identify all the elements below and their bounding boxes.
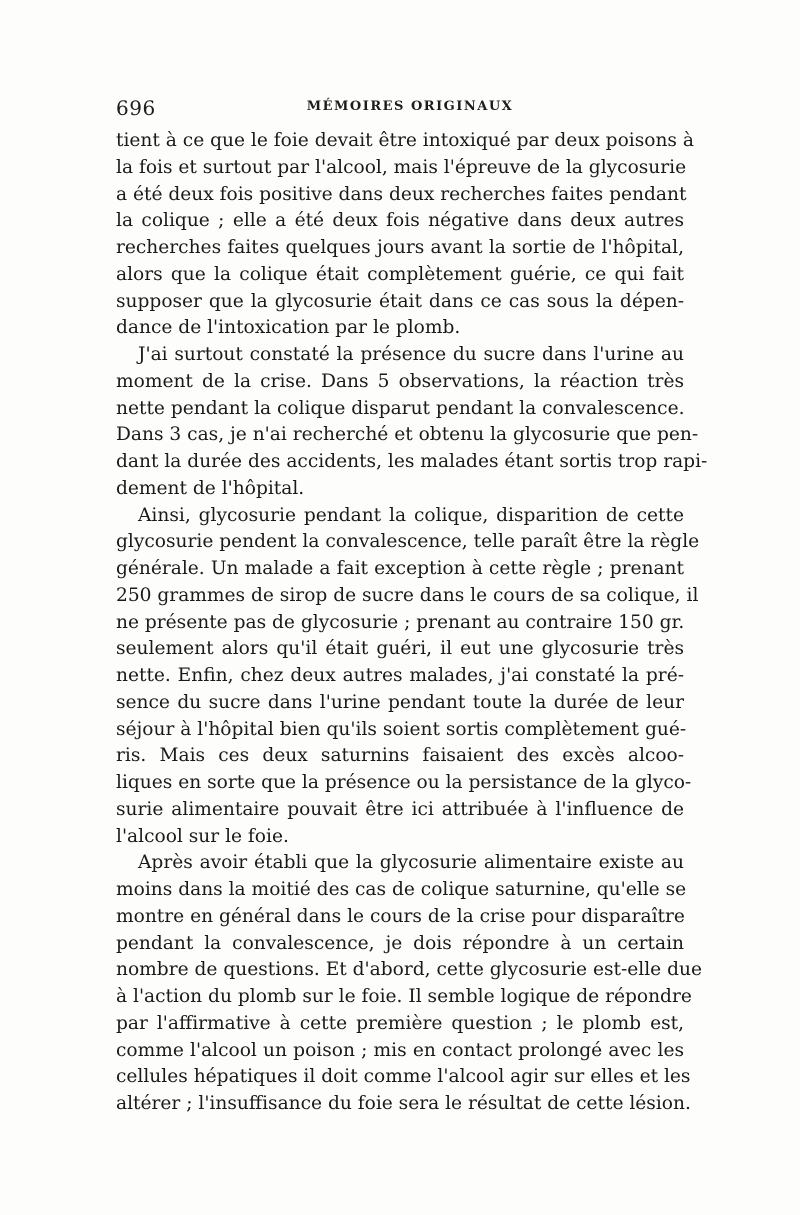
text-line: montre en général dans le cours de la crise pour disparaître — [116, 905, 685, 927]
text-line: comme l'alcool un poison ; mis en contact prolongé avec les — [116, 1039, 684, 1061]
text-line: glycosurie pendent la convalescence, telle paraît être la règle — [116, 531, 700, 553]
text-line: 250 grammes de sirop de sucre dans le cours de sa colique, il — [116, 584, 699, 606]
text-line: dance de l'intoxication par le plomb. — [116, 317, 461, 339]
text-line: alors que la colique était complètement guérie, ce qui fait — [116, 263, 684, 285]
text-line: générale. Un malade a fait exception à cette règle ; prenant — [116, 558, 684, 579]
text-line: supposer que la glycosurie était dans ce cas sous la dépen- — [116, 290, 684, 312]
page-header — [116, 96, 684, 126]
text-line: à l'action du plomb sur le foie. Il semble logique de répondre — [116, 986, 692, 1007]
text-line: altérer ; l'insuffisance du foie sera le résultat de cette lésion. — [116, 1093, 691, 1114]
text-line: recherches faites quelques jours avant la sortie de l'hôpital, — [116, 237, 684, 258]
text-line: ris. Mais ces deux saturnins faisaient des excès alcoo- — [116, 745, 684, 767]
text-line: nette. Enfin, chez deux autres malades, j'ai constaté la pré- — [116, 665, 684, 686]
paragraph — [116, 342, 708, 503]
page-number: 696 — [116, 96, 156, 120]
text-line: Après avoir établi que la glycosurie alimentaire existe au — [138, 852, 684, 874]
paragraph — [116, 503, 700, 851]
text-line: pendant la convalescence, je dois répondre à un certain — [116, 932, 684, 954]
text-line: nombre de questions. Et d'abord, cette glycosurie est-elle due — [116, 959, 702, 981]
text-line: sence du sucre dans l'urine pendant toute la durée de leur — [116, 691, 684, 713]
text-line: séjour à l'hôpital bien qu'ils soient sortis complètement gué- — [116, 718, 687, 740]
running-head: MÉMOIRES ORIGINAUX — [306, 99, 514, 114]
text-line: la fois et surtout par l'alcool, mais l'épreuve de la glycosurie — [116, 156, 687, 178]
text-line: par l'affirmative à cette première question ; le plomb est, — [116, 1012, 684, 1034]
text-line: dement de l'hôpital. — [116, 477, 305, 499]
text-line: Dans 3 cas, je n'ai recherché et obtenu la glycosurie que pen- — [116, 424, 699, 446]
paragraph — [116, 128, 694, 342]
text-line: dant la durée des accidents, les malades étant sortis trop rapi- — [116, 451, 708, 472]
text-line: la colique ; elle a été deux fois négative dans deux autres — [116, 210, 684, 232]
text-line: l'alcool sur le foie. — [116, 825, 289, 847]
text-line: surie alimentaire pouvait être ici attribuée à l'influence de — [116, 798, 684, 820]
text-line: cellules hépatiques il doit comme l'alcool agir sur elles et les — [116, 1066, 691, 1088]
text-line: tient à ce que le foie devait être intoxiqué par deux poisons à — [116, 130, 694, 151]
body-text — [116, 128, 708, 1118]
text-line: nette pendant la colique disparut pendant la convalescence. — [116, 397, 685, 419]
text-line: seulement alors qu'il était guéri, il eut une glycosurie très — [116, 638, 684, 660]
text-line: a été deux fois positive dans deux recherches faites pendant — [116, 183, 687, 205]
text-line: Ainsi, glycosurie pendant la colique, disparition de cette — [138, 504, 684, 526]
text-line: moment de la crise. Dans 5 observations, la réaction très — [116, 370, 684, 392]
text-line: ne présente pas de glycosurie ; prenant au contraire 150 gr. — [116, 611, 685, 633]
text-line: liques en sorte que la présence ou la persistance de la glyco- — [116, 772, 692, 793]
paragraph — [116, 850, 702, 1118]
text-line: J'ai surtout constaté la présence du sucre dans l'urine au — [138, 344, 684, 365]
text-line: moins dans la moitié des cas de colique saturnine, qu'elle se — [116, 879, 687, 900]
